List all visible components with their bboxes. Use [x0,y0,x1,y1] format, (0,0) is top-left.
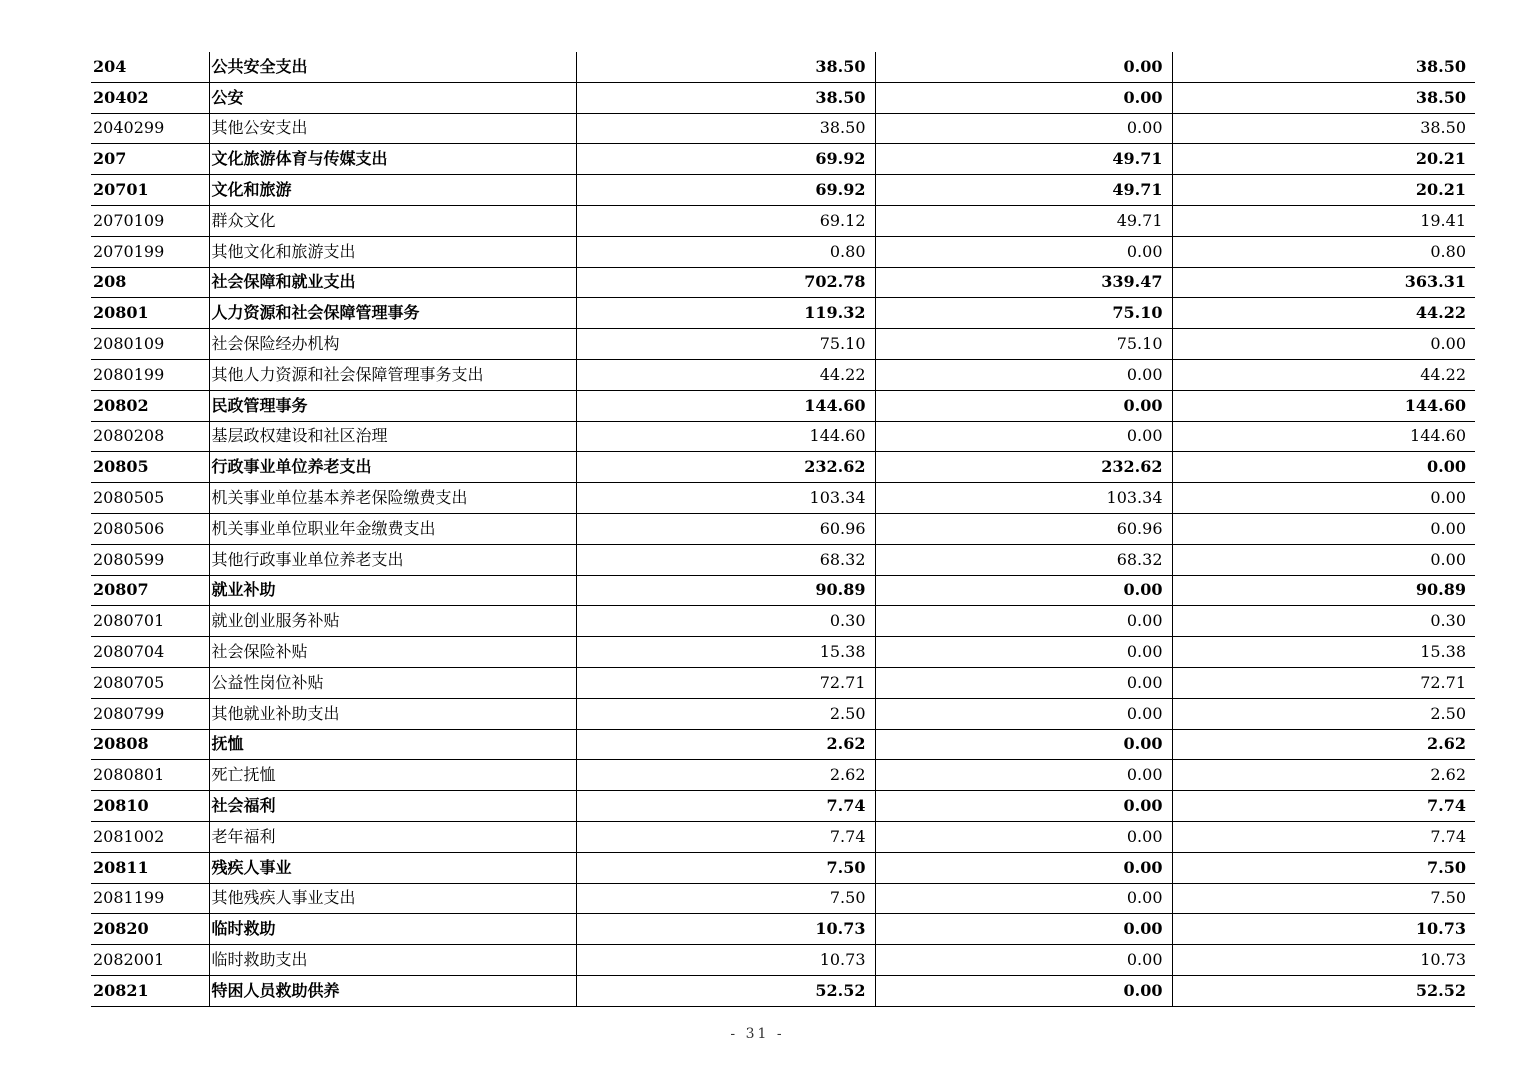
total-amount-cell: 702.78 [576,267,875,298]
account-name-cell: 特困人员救助供养 [209,975,576,1006]
account-code-cell: 2080505 [91,483,209,514]
page-number: - 31 - [730,1026,785,1042]
total-amount-cell: 52.52 [576,975,875,1006]
total-amount-cell: 7.50 [576,883,875,914]
total-amount-cell: 69.12 [576,205,875,236]
basic-expenditure-cell: 0.00 [875,390,1172,421]
account-code-cell: 20810 [91,791,209,822]
project-expenditure-cell: 20.21 [1172,175,1475,206]
total-amount-cell: 2.62 [576,760,875,791]
total-amount-cell: 68.32 [576,544,875,575]
basic-expenditure-cell: 49.71 [875,205,1172,236]
basic-expenditure-cell: 0.00 [875,52,1172,82]
total-amount-cell: 38.50 [576,52,875,82]
project-expenditure-cell: 20.21 [1172,144,1475,175]
table-row [91,698,1475,729]
account-name-cell: 公共安全支出 [209,52,576,82]
project-expenditure-cell: 44.22 [1172,359,1475,390]
basic-expenditure-cell: 0.00 [875,359,1172,390]
project-expenditure-cell: 0.00 [1172,483,1475,514]
table-row [91,575,1475,606]
total-amount-cell: 10.73 [576,914,875,945]
account-code-cell: 2081199 [91,883,209,914]
project-expenditure-cell: 0.00 [1172,544,1475,575]
account-name-cell: 公安 [209,82,576,113]
table-row [91,329,1475,360]
account-name-cell: 老年福利 [209,821,576,852]
account-code-cell: 2080199 [91,359,209,390]
table-row [91,667,1475,698]
project-expenditure-cell: 38.50 [1172,113,1475,144]
basic-expenditure-cell: 339.47 [875,267,1172,298]
table-row [91,975,1475,1006]
account-code-cell: 2080701 [91,606,209,637]
total-amount-cell: 38.50 [576,113,875,144]
budget-table-container [91,52,1475,1007]
total-amount-cell: 10.73 [576,945,875,976]
project-expenditure-cell: 10.73 [1172,914,1475,945]
total-amount-cell: 2.50 [576,698,875,729]
basic-expenditure-cell: 232.62 [875,452,1172,483]
basic-expenditure-cell: 0.00 [875,575,1172,606]
table-row [91,236,1475,267]
account-name-cell: 文化旅游体育与传媒支出 [209,144,576,175]
table-row [91,544,1475,575]
account-name-cell: 死亡抚恤 [209,760,576,791]
table-body [91,52,1475,1006]
account-code-cell: 20820 [91,914,209,945]
account-code-cell: 2080208 [91,421,209,452]
account-name-cell: 文化和旅游 [209,175,576,206]
account-code-cell: 2080801 [91,760,209,791]
account-name-cell: 其他就业补助支出 [209,698,576,729]
project-expenditure-cell: 2.62 [1172,729,1475,760]
total-amount-cell: 7.74 [576,791,875,822]
account-code-cell: 2081002 [91,821,209,852]
basic-expenditure-cell: 75.10 [875,298,1172,329]
table-row [91,821,1475,852]
account-name-cell: 民政管理事务 [209,390,576,421]
project-expenditure-cell: 38.50 [1172,52,1475,82]
expenditure-table [91,52,1475,1007]
basic-expenditure-cell: 0.00 [875,914,1172,945]
account-code-cell: 2080799 [91,698,209,729]
table-row [91,637,1475,668]
total-amount-cell: 38.50 [576,82,875,113]
project-expenditure-cell: 10.73 [1172,945,1475,976]
total-amount-cell: 44.22 [576,359,875,390]
account-code-cell: 2040299 [91,113,209,144]
account-code-cell: 20805 [91,452,209,483]
account-name-cell: 行政事业单位养老支出 [209,452,576,483]
table-row [91,82,1475,113]
project-expenditure-cell: 72.71 [1172,667,1475,698]
basic-expenditure-cell: 103.34 [875,483,1172,514]
basic-expenditure-cell: 0.00 [875,975,1172,1006]
total-amount-cell: 7.50 [576,852,875,883]
table-row [91,52,1475,82]
project-expenditure-cell: 0.00 [1172,329,1475,360]
table-row [91,298,1475,329]
total-amount-cell: 7.74 [576,821,875,852]
basic-expenditure-cell: 0.00 [875,791,1172,822]
project-expenditure-cell: 52.52 [1172,975,1475,1006]
account-code-cell: 2080704 [91,637,209,668]
account-name-cell: 基层政权建设和社区治理 [209,421,576,452]
basic-expenditure-cell: 0.00 [875,82,1172,113]
account-code-cell: 2070109 [91,205,209,236]
basic-expenditure-cell: 0.00 [875,945,1172,976]
basic-expenditure-cell: 0.00 [875,729,1172,760]
account-code-cell: 204 [91,52,209,82]
account-name-cell: 其他公安支出 [209,113,576,144]
total-amount-cell: 60.96 [576,513,875,544]
project-expenditure-cell: 38.50 [1172,82,1475,113]
account-code-cell: 20402 [91,82,209,113]
project-expenditure-cell: 7.50 [1172,852,1475,883]
project-expenditure-cell: 2.50 [1172,698,1475,729]
table-row [91,452,1475,483]
account-name-cell: 社会保障和就业支出 [209,267,576,298]
table-row [91,421,1475,452]
basic-expenditure-cell: 0.00 [875,667,1172,698]
table-row [91,113,1475,144]
table-row [91,852,1475,883]
project-expenditure-cell: 19.41 [1172,205,1475,236]
account-name-cell: 其他残疾人事业支出 [209,883,576,914]
project-expenditure-cell: 363.31 [1172,267,1475,298]
basic-expenditure-cell: 0.00 [875,113,1172,144]
table-row [91,359,1475,390]
account-name-cell: 机关事业单位职业年金缴费支出 [209,513,576,544]
table-row [91,267,1475,298]
project-expenditure-cell: 0.30 [1172,606,1475,637]
table-row [91,205,1475,236]
account-code-cell: 2080506 [91,513,209,544]
account-code-cell: 2080109 [91,329,209,360]
total-amount-cell: 0.30 [576,606,875,637]
account-name-cell: 就业补助 [209,575,576,606]
total-amount-cell: 103.34 [576,483,875,514]
basic-expenditure-cell: 0.00 [875,883,1172,914]
account-name-cell: 机关事业单位基本养老保险缴费支出 [209,483,576,514]
table-row [91,513,1475,544]
account-name-cell: 其他人力资源和社会保障管理事务支出 [209,359,576,390]
total-amount-cell: 232.62 [576,452,875,483]
basic-expenditure-cell: 0.00 [875,236,1172,267]
total-amount-cell: 15.38 [576,637,875,668]
total-amount-cell: 144.60 [576,390,875,421]
total-amount-cell: 119.32 [576,298,875,329]
project-expenditure-cell: 2.62 [1172,760,1475,791]
account-code-cell: 207 [91,144,209,175]
table-row [91,144,1475,175]
project-expenditure-cell: 44.22 [1172,298,1475,329]
account-name-cell: 残疾人事业 [209,852,576,883]
table-row [91,791,1475,822]
account-name-cell: 群众文化 [209,205,576,236]
project-expenditure-cell: 0.00 [1172,513,1475,544]
account-name-cell: 社会保险补贴 [209,637,576,668]
account-code-cell: 2080599 [91,544,209,575]
basic-expenditure-cell: 49.71 [875,144,1172,175]
project-expenditure-cell: 7.50 [1172,883,1475,914]
table-row [91,606,1475,637]
account-name-cell: 人力资源和社会保障管理事务 [209,298,576,329]
account-code-cell: 20807 [91,575,209,606]
table-row [91,914,1475,945]
basic-expenditure-cell: 0.00 [875,852,1172,883]
account-name-cell: 公益性岗位补贴 [209,667,576,698]
account-code-cell: 20811 [91,852,209,883]
account-name-cell: 临时救助 [209,914,576,945]
table-row [91,729,1475,760]
basic-expenditure-cell: 0.00 [875,637,1172,668]
account-code-cell: 2070199 [91,236,209,267]
account-code-cell: 2082001 [91,945,209,976]
total-amount-cell: 75.10 [576,329,875,360]
table-row [91,945,1475,976]
project-expenditure-cell: 0.00 [1172,452,1475,483]
account-code-cell: 208 [91,267,209,298]
basic-expenditure-cell: 0.00 [875,821,1172,852]
project-expenditure-cell: 90.89 [1172,575,1475,606]
project-expenditure-cell: 0.80 [1172,236,1475,267]
account-name-cell: 社会福利 [209,791,576,822]
project-expenditure-cell: 144.60 [1172,390,1475,421]
total-amount-cell: 90.89 [576,575,875,606]
total-amount-cell: 2.62 [576,729,875,760]
total-amount-cell: 72.71 [576,667,875,698]
project-expenditure-cell: 15.38 [1172,637,1475,668]
table-row [91,175,1475,206]
total-amount-cell: 0.80 [576,236,875,267]
table-row [91,883,1475,914]
account-code-cell: 20701 [91,175,209,206]
basic-expenditure-cell: 0.00 [875,760,1172,791]
total-amount-cell: 69.92 [576,175,875,206]
account-name-cell: 就业创业服务补贴 [209,606,576,637]
account-name-cell: 抚恤 [209,729,576,760]
table-row [91,760,1475,791]
project-expenditure-cell: 7.74 [1172,791,1475,822]
table-row [91,390,1475,421]
basic-expenditure-cell: 0.00 [875,421,1172,452]
basic-expenditure-cell: 49.71 [875,175,1172,206]
project-expenditure-cell: 144.60 [1172,421,1475,452]
account-code-cell: 20801 [91,298,209,329]
account-name-cell: 其他行政事业单位养老支出 [209,544,576,575]
total-amount-cell: 69.92 [576,144,875,175]
basic-expenditure-cell: 75.10 [875,329,1172,360]
project-expenditure-cell: 7.74 [1172,821,1475,852]
account-name-cell: 其他文化和旅游支出 [209,236,576,267]
table-row [91,483,1475,514]
basic-expenditure-cell: 0.00 [875,606,1172,637]
total-amount-cell: 144.60 [576,421,875,452]
account-code-cell: 20808 [91,729,209,760]
basic-expenditure-cell: 60.96 [875,513,1172,544]
account-code-cell: 2080705 [91,667,209,698]
account-code-cell: 20802 [91,390,209,421]
account-name-cell: 临时救助支出 [209,945,576,976]
basic-expenditure-cell: 68.32 [875,544,1172,575]
account-code-cell: 20821 [91,975,209,1006]
account-name-cell: 社会保险经办机构 [209,329,576,360]
basic-expenditure-cell: 0.00 [875,698,1172,729]
